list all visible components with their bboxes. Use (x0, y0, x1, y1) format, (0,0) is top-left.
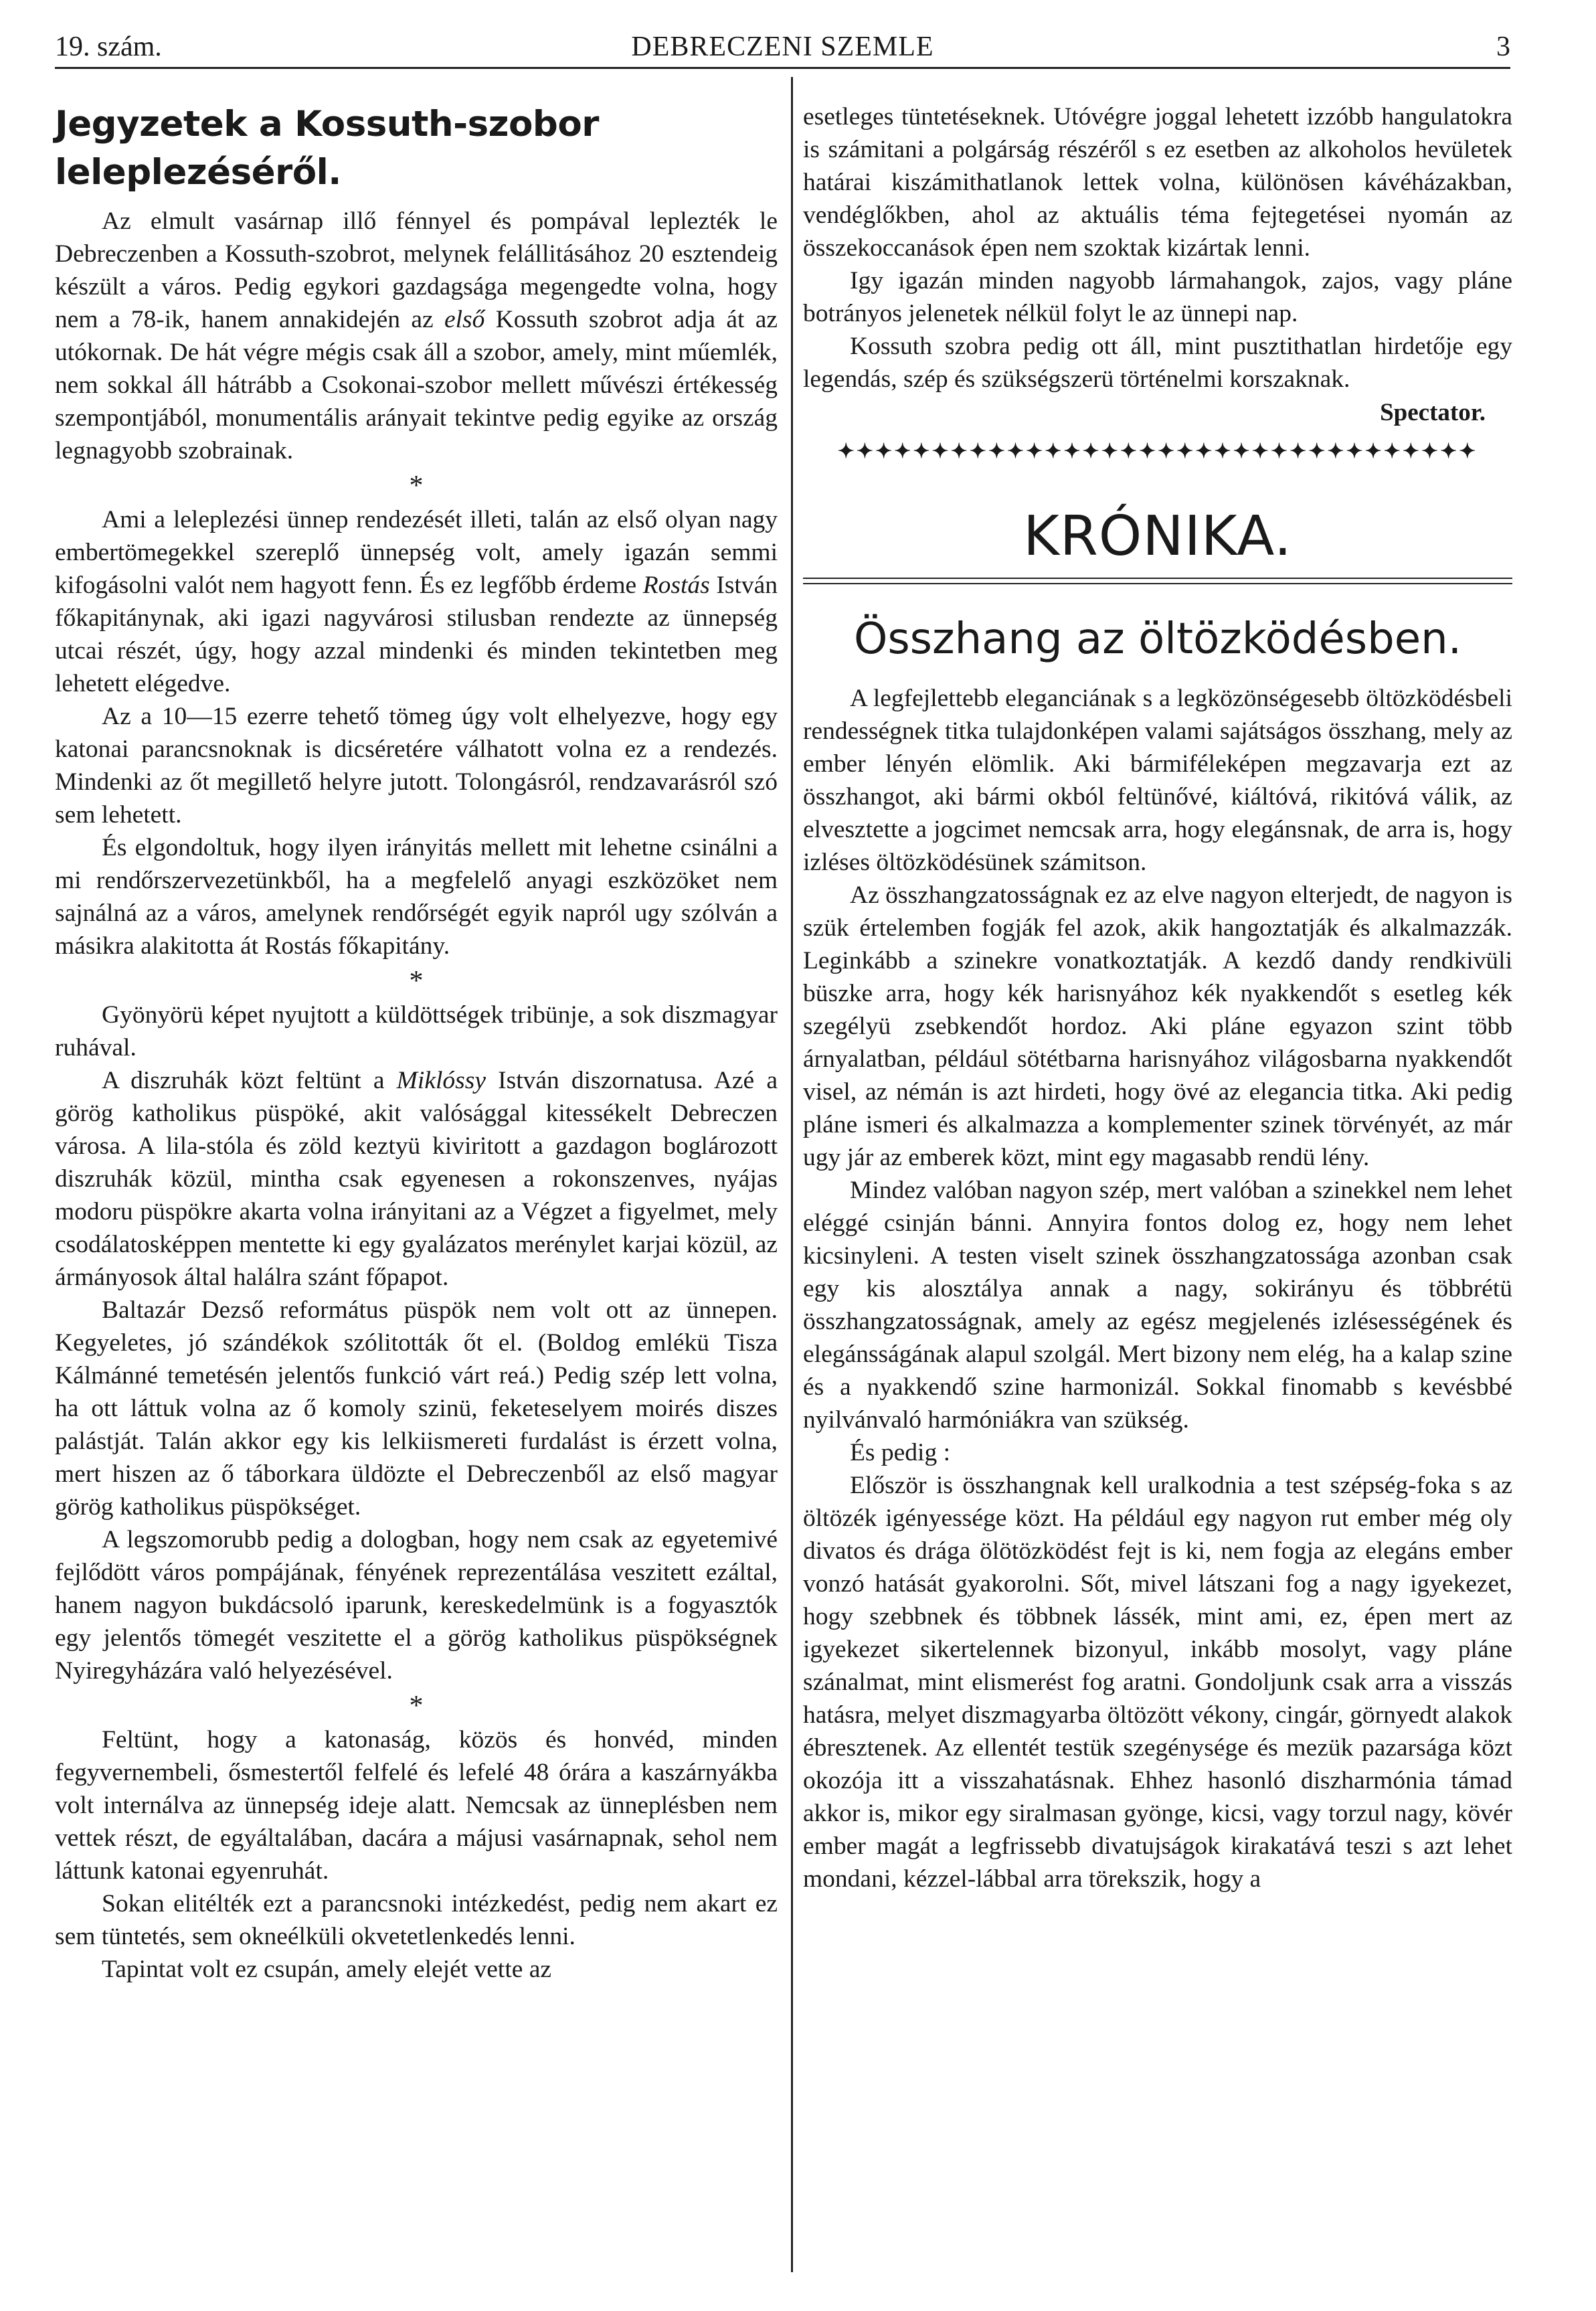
paragraph: A legfejlettebb eleganciának s a legközönségesebb öltözködésbeli rendességnek titka tulajdonképen valami sajátságos összhang, mely az ember lényén elömlik. Aki bármiféleképen megzavarja ezt az összhangot, aki bármi okból feltünővé, kiáltóvá, rikitóvá válik, az elvesztette a jogcimet nemcsak arra, hogy elegánsnak, de arra is, hogy izléses öltözködésünek számitson. (803, 685, 1512, 876)
paragraph: Feltünt, hogy a katonaság, közös és honvéd, minden fegyvernembeli, ősmestertől felfelé és lefelé 48 órára a kaszárnyákba volt internálva az ünnepség ideje alatt. Nemcsak az ünneplésben nem vettek részt, de egyáltalában, dacára a májusi vasárnapnak, sehol nem láttunk katonai egyenruhát. (55, 1726, 778, 1885)
author-signature: Spectator. (1380, 399, 1486, 426)
paragraph: Az a 10—15 ezerre tehető tömeg úgy volt elhelyezve, hogy egy katonai parancsnoknak is dicséretére válhatott volna ez a rendezés. Mindenki az őt megillető helyre jutott. Tolongásról, rendzavarásról szó sem lehetett. (55, 703, 778, 829)
paragraph: Kossuth szobra pedig ott áll, mint pusztithatlan hirdetője egy legendás, szép és szükségszerü történelmi korszaknak. (803, 333, 1512, 393)
article-title: Jegyzetek a Kossuth-szobor leleplezéséről. (55, 104, 599, 193)
paragraph: Először is összhangnak kell uralkodnia a test szépség-foka s az öltözék igényessége közt. Ha például egy nagyon rut ember még oly divatos és drága ölötözködést fejt is ki, nem fogja az elegáns ember vonzó hatását gyakorolni. Sőt, mivel látszani fog a nagy igyekezet, hogy szebbnek és többnek lássék, mint ami, ez, épen mert az igyekezet sikertelennek bizonyul, inkább mosolyt, vagy pláne szánalmat, mint elismerést fog aratni. Gondoljunk csak arra a visszás hatásra, melyet diszmagyarba öltözött vékony, cingár, görnyedt alakok ébresztenek. Az ellentét testük szegénysége és mezük pazarsága közt okozója itt a visszahatásnak. Ehhez hasonló diszharmónia támad akkor is, mikor egy siralmasan gyönge, kicsi, vagy torzul nagy, kövér ember magát a legfrissebb divatujságok kirakatává teszi s azt lehet mondani, kézzel-lábbal arra törekszik, hogy a (803, 1472, 1512, 1893)
page-header (55, 27, 1510, 67)
section-title: KRÓNIKA. (1023, 505, 1292, 568)
paragraph: Gyönyörü képet nyujtott a küldöttségek tribünje, a sok diszmagyar ruhával. (55, 1001, 778, 1061)
article-title: Összhang az öltözködésben. (853, 614, 1462, 664)
paragraph: És pedig : (850, 1439, 950, 1466)
left-column (55, 100, 778, 1986)
paragraph: Mindez valóban nagyon szép, mert valóban a szinekkel nem lehet eléggé csinján bánni. Annyira fontos dolog ez, hogy nem lehet kicsinyleni. A testen viselt szinek összhangzatossága azonban csak egy kis alosztálya annak a nagy, sokirányu és többrétü összhangzatosságnak, amely az egész megjelenés izlésességének és elegánsságának alapul szolgál. Mert bizony nem elég, ha a kalap szine és a nyakkendő szine harmonizál. Sokkal finomabb s kevésbbé nyilvánvaló harmóniákra van szükség. (803, 1177, 1512, 1434)
paragraph: Baltazár Dezső református püspök nem volt ott az ünnepen. Kegyeletes, jó szándékok szólitották őt el. (Boldog emlékü Tisza Kálmánné temetésén jelentős funkció várt reá.) Pedig szép lett volna, ha ott láttuk volna az ő komoly szinü, feketeselyem moirés diszes palástját. Talán akkor egy kis lelkiismereti furdalást is érzett volna, mert hiszen az ő táborkara üldözte el Debreczenből az első magyar görög katholikus püspökséget. (55, 1296, 778, 1521)
ornamental-divider: ✦✦✦✦✦✦✦✦✦✦✦✦✦✦✦✦✦✦✦✦✦✦✦✦✦✦✦✦✦✦✦✦✦✦ (837, 440, 1478, 462)
paragraph: Az összhangzatosságnak ez az elve nagyon elterjedt, de nagyon is szük értelemben fogják fel azok, akik hangoztatják és alkalmazzák. Leginkább a szinekre vonatkoztatják. A kezdő dandy rendkivüli büszke arra, hogy kék harisnyához kék nyakkendőt s esetleg kék szegélyü zsebkendőt hordoz. Aki pláne egyazon szint több árnyalatban, például sötétbarna harisnyához világosbarna nyakkendőt visel, az némán is azt hirdeti, hogy övé az elegancia titka. Aki pedig pláne ismeri és alkalmazza a komplementer szinek törvényét, az már ugy jár az emberek közt, mint egy magasabb rendü lény. (803, 881, 1512, 1171)
paragraph: Ami a leleplezési ünnep rendezését illeti, talán az első olyan nagy embertömegekkel szereplő ünnepség volt, amely igazán semmi kifogásolni valót nem hagyott fenn. És ez legfőbb érdeme Rostás István főkapitánynak, aki igazi nagyvárosi stilusban rendezte az ünnepség utcai részét, úgy, hogy azzal mindenki és minden tekintetben meg lehetett elégedve. (55, 506, 778, 697)
paragraph: A diszruhák közt feltünt a Miklóssy István diszornatusa. Azé a görög katholikus püspöké, akit valósággal kitessékelt Debreczen városa. A lila-stóla és zöld keztyü kiviritott a gazdagon boglározott diszruhák közül, mintha csak egyenesen a rokonszenves, nyájas modoru püspökre akarta volna irányitani az a Végzet a figyelmet, mely csodálatosképpen mentette ki egy gyalázatos merénylet karjai közül, az ármányosok által halálra szánt főpapot. (55, 1067, 778, 1291)
right-column (803, 100, 1512, 1895)
section-separator: * (409, 470, 424, 501)
paragraph: És elgondoltuk, hogy ilyen irányitás mellett mit lehetne csinálni a mi rendőrszervezetünkből, ha a megfelelő anyagi eszközöket nem sajnálná az a város, amelynek rendőrségét egyik napról ugy szólván a másikra alakitotta át Rostás főkapitány. (55, 834, 778, 960)
header-rule (55, 67, 1510, 69)
section-separator: * (409, 1691, 424, 1721)
column-divider (791, 77, 793, 2272)
double-rule (803, 578, 1512, 584)
paragraph: Igy igazán minden nagyobb lármahangok, zajos, vagy pláne botrányos jelenetek nélkül folyt le az ünnepi nap. (803, 267, 1512, 327)
section-separator: * (409, 966, 424, 997)
page-number: 3 (1496, 31, 1510, 62)
paragraph: A legszomorubb pedig a dologban, hogy nem csak az egyetemivé fejlődött város pompájának, fényének reprezentálása veszitett ezáltal, hanem nagyon bukdácsoló iparunk, kereskedelmünk is a fogyasztók egy jelentős tömegét veszitette el a görög katholikus püspökségnek Nyiregyházára való helyezésével. (55, 1526, 778, 1685)
issue-number: 19. szám. (55, 31, 162, 62)
paragraph: Tapintat volt ez csupán, amely elejét vette az (102, 1956, 552, 1983)
paragraph: Az elmult vasárnap illő fénnyel és pompával leplezték le Debreczenben a Kossuth-szobrot, melynek felállitásához 20 esztendeig készült a város. Pedig egykori gazdagsága megengedte volna, hogy nem a 78-ik, hanem annakidején az első Kossuth szobrot adja át az utókornak. De hát végre mégis csak áll a szobor, amely, mint műemlék, nem sokkal áll hátrább a Csokonai-szobor mellett művészi értékesség szempontjából, monumentális arányait tekintve pedig egyike az ország legnagyobb szobrainak. (55, 207, 778, 464)
publication-title: DEBRECZENI SZEMLE (631, 31, 934, 62)
paragraph: esetleges tüntetéseknek. Utóvégre joggal lehetett izzóbb hangulatokra is számitani a polgárság részéről s ez esetben az alkoholos hevületek határai kiszámithatlanok lettek volna, különösen kávéházakban, vendéglőkben, ahol az aktuális téma fejtegetései nyomán az összekoccanások épen nem szoktak kizártak lenni. (803, 103, 1512, 262)
paragraph: Sokan elitélték ezt a parancsnoki intézkedést, pedig nem akart ez sem tüntetés, sem okneélküli okvetetlenkedés lenni. (55, 1890, 778, 1950)
